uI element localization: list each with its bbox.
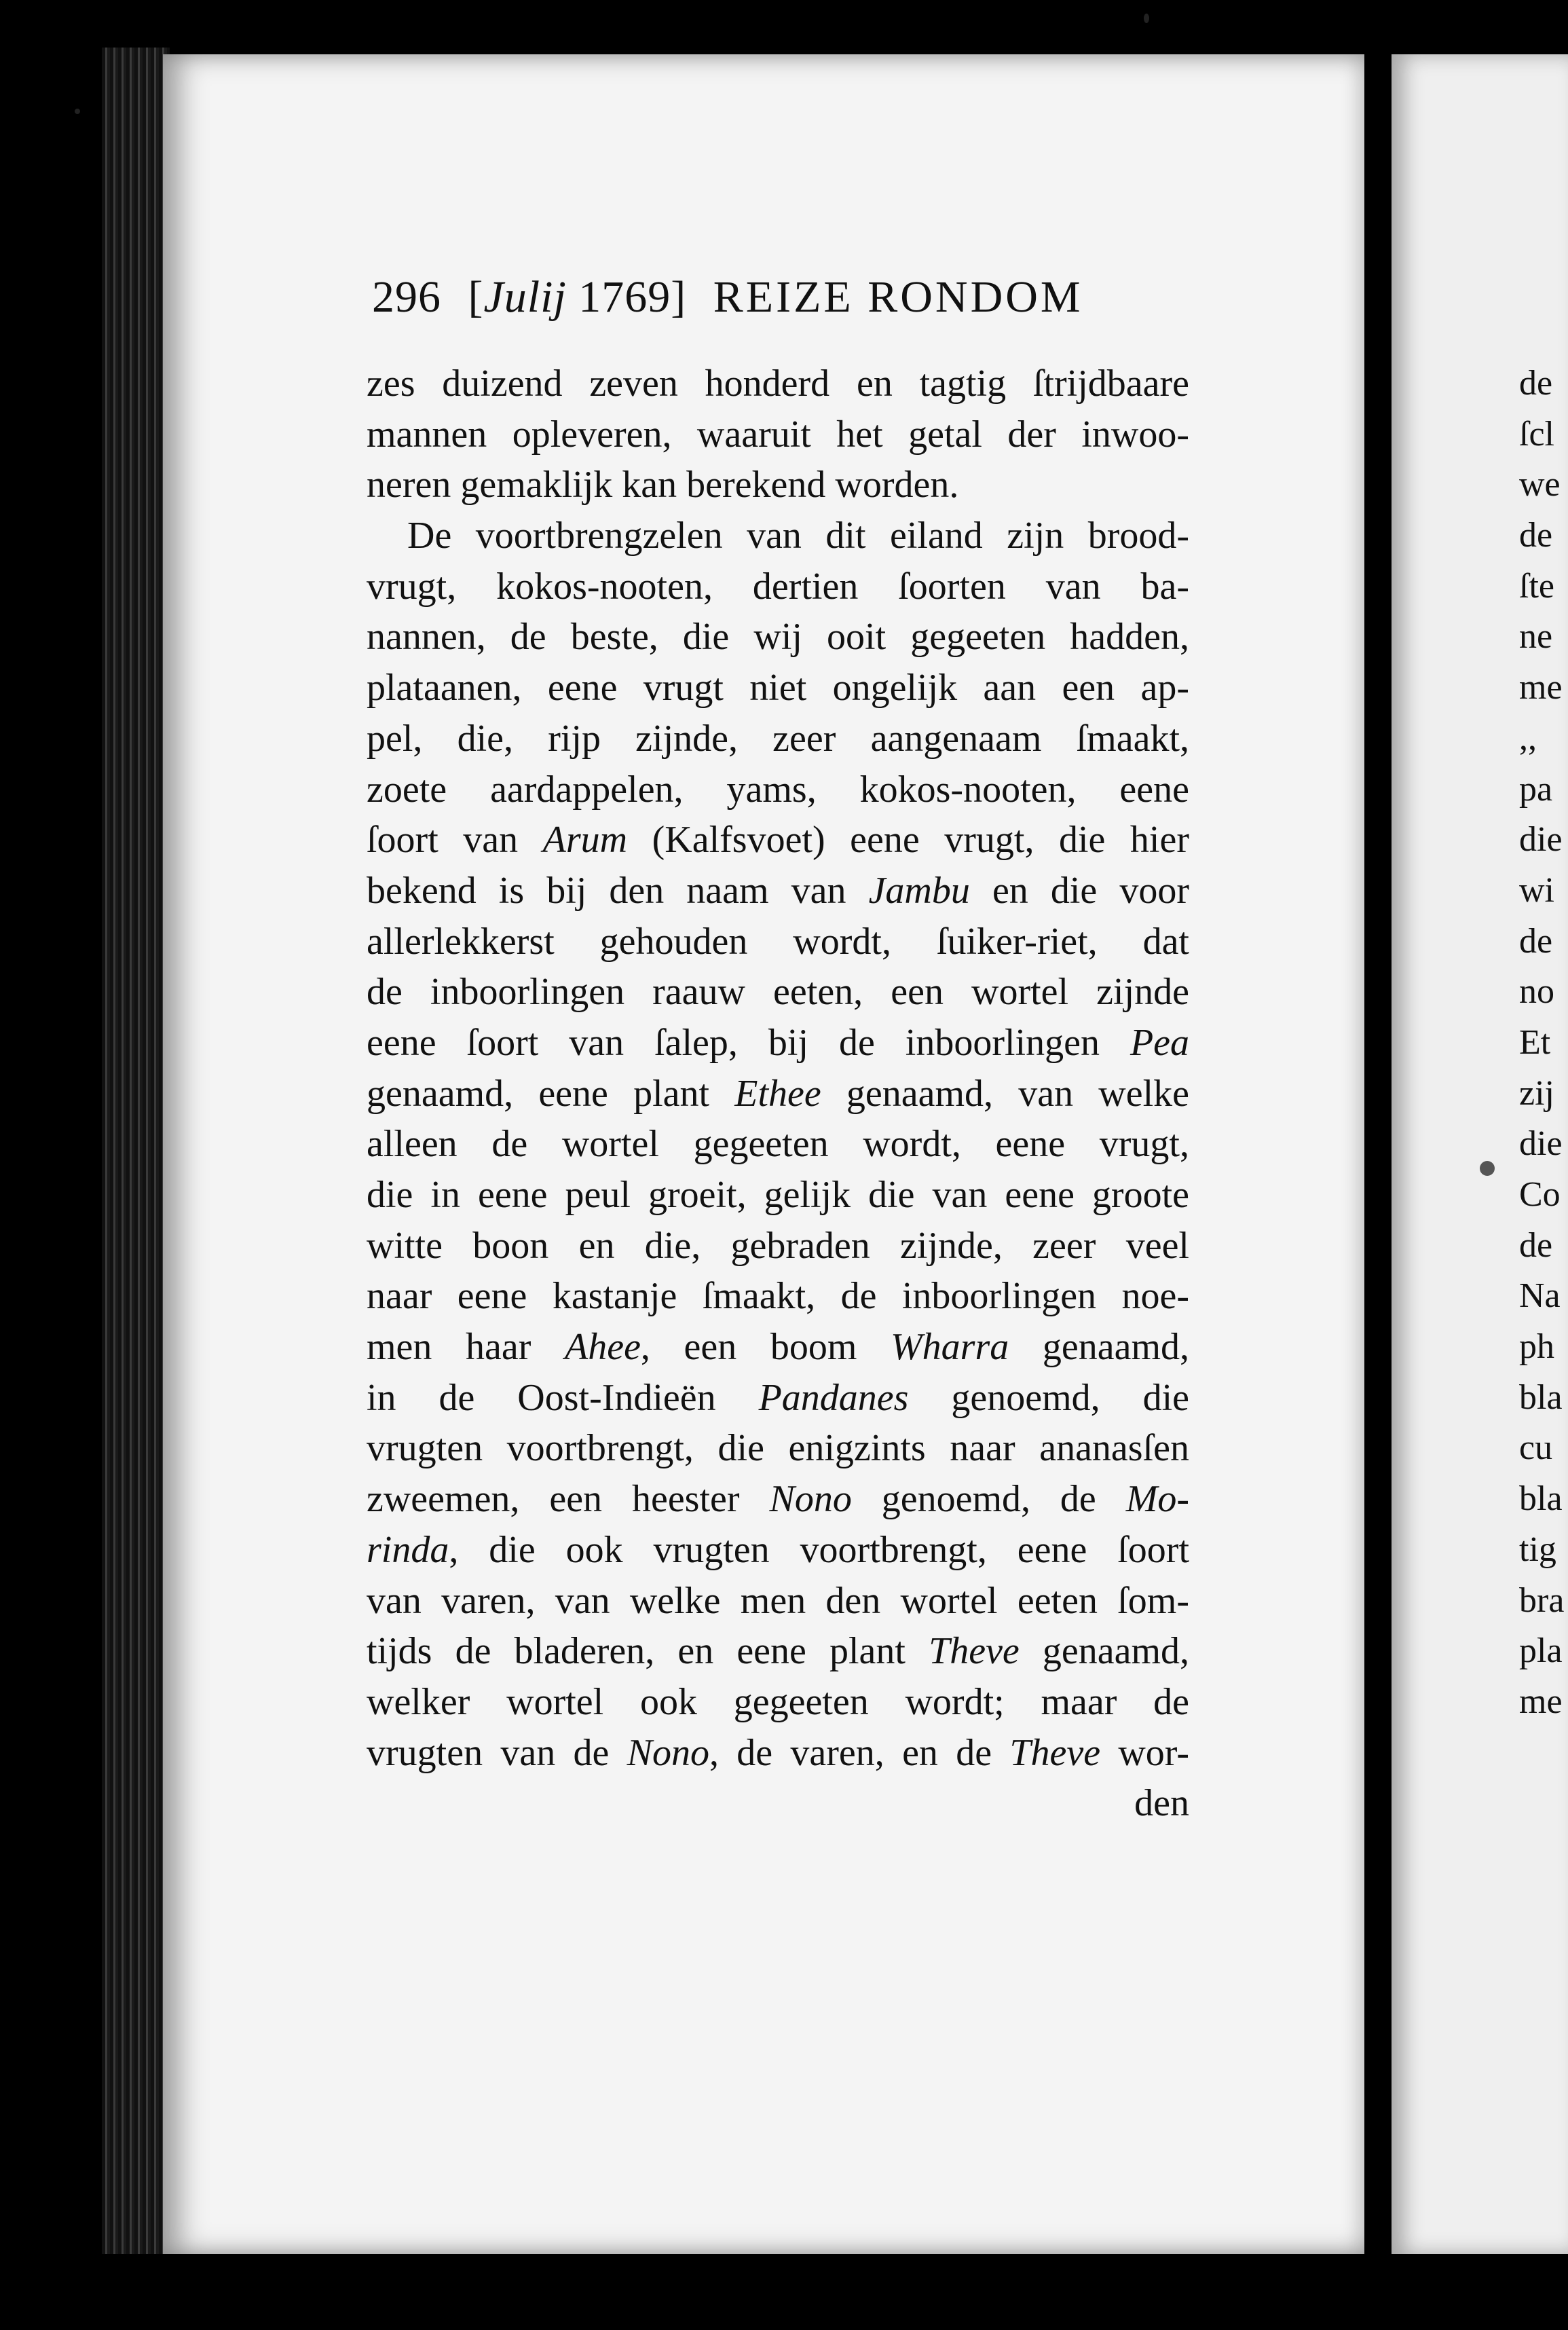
- text-line: welker wortel ook gegeeten wordt; maar de: [367, 1680, 1189, 1723]
- text-fragment: tig: [1519, 1530, 1556, 1569]
- text-line: allerlekkerst gehouden wordt, ſuiker-riet, dat: [367, 920, 1189, 963]
- text-fragment: ne: [1519, 617, 1553, 657]
- text-line: van varen, van welke men den wortel eeten ſom-: [367, 1579, 1189, 1622]
- text-line: zes duizend zeven honderd en tagtig ſtrijdbaare: [367, 363, 1189, 405]
- text-line: genaamd, eene plant Ethee genaamd, van welke: [367, 1072, 1189, 1115]
- text-fragment: ,,: [1519, 718, 1537, 758]
- text-fragment: de: [1519, 1225, 1553, 1265]
- text-line: die in eene peul groeit, gelijk die van eene groote: [367, 1174, 1189, 1216]
- text-line: vrugten van de Nono, de varen, en de Theve wor-: [367, 1731, 1189, 1774]
- text-fragment: die: [1519, 820, 1563, 859]
- text-fragment: ſcl: [1519, 414, 1554, 454]
- text-line: zoete aardappelen, yams, kokos-nooten, eene: [367, 768, 1189, 811]
- text-line: tijds de bladeren, en eene plant Theve genaamd,: [367, 1630, 1189, 1673]
- body-text: [367, 358, 1189, 1829]
- text-fragment: ſte: [1519, 566, 1554, 606]
- right-page-text: [1519, 358, 1568, 1728]
- text-fragment: me: [1519, 668, 1563, 707]
- text-line: alleen de wortel gegeeten wordt, eene vrugt,: [367, 1123, 1189, 1166]
- text-line: neren gemaklijk kan berekend worden.: [367, 464, 959, 506]
- book-edge-left: [102, 48, 170, 2254]
- text-fragment: pa: [1519, 769, 1553, 809]
- text-fragment: Et: [1519, 1022, 1551, 1062]
- text-fragment: de: [1519, 516, 1553, 555]
- text-line: De voortbrengzelen van dit eiland zijn brood-: [407, 515, 1189, 557]
- text-fragment: bla: [1519, 1479, 1563, 1519]
- text-fragment: de: [1519, 364, 1553, 403]
- text-fragment: me: [1519, 1682, 1563, 1721]
- text-line: in de Oost-Indieën Pandanes genoemd, die: [367, 1376, 1189, 1419]
- text-line: naar eene kastanje ſmaakt, de inboorlingen noe-: [367, 1275, 1189, 1318]
- text-fragment: die: [1519, 1124, 1563, 1164]
- text-fragment: we: [1519, 465, 1561, 504]
- text-fragment: de: [1519, 921, 1553, 961]
- date-header: [Julij 1769]: [468, 272, 687, 322]
- text-line: vrugten voortbrengt, die enigzints naar ananasſen: [367, 1427, 1189, 1470]
- text-fragment: pla: [1519, 1631, 1563, 1671]
- text-fragment: bra: [1519, 1580, 1565, 1620]
- text-fragment: Na: [1519, 1276, 1561, 1316]
- ink-speck: [75, 109, 80, 114]
- text-line: pel, die, rijp zijnde, zeer aangenaam ſmaakt,: [367, 717, 1189, 760]
- book-gutter: [1364, 54, 1392, 2254]
- text-line: ſoort van Arum (Kalfsvoet) eene vrugt, die hier: [367, 819, 1189, 862]
- page-number: 296: [372, 272, 441, 322]
- text-line: witte boon en die, gebraden zijnde, zeer veel: [367, 1224, 1189, 1267]
- text-line: nannen, de beste, die wij ooit gegeeten hadden,: [367, 616, 1189, 659]
- text-fragment: zij: [1519, 1073, 1554, 1113]
- text-line: zweemen, een heester Nono genoemd, de Mo-: [367, 1478, 1190, 1521]
- running-head: [372, 272, 1173, 323]
- text-line: eene ſoort van ſalep, bij de inboorlingen Pea: [367, 1021, 1189, 1064]
- text-fragment: Co: [1519, 1175, 1561, 1214]
- text-line: de inboorlingen raauw eeten, een wortel zijnde: [367, 971, 1189, 1014]
- text-fragment: wi: [1519, 870, 1554, 910]
- text-line: vrugt, kokos-nooten, dertien ſoorten van ba-: [367, 565, 1189, 608]
- text-line: rinda, die ook vrugten voortbrengt, eene ſoort: [367, 1528, 1189, 1571]
- ink-speck: [1480, 1161, 1495, 1176]
- running-title: REIZE RONDOM: [713, 272, 1083, 322]
- text-line: men haar Ahee, een boom Wharra genaamd,: [367, 1326, 1189, 1369]
- text-fragment: no: [1519, 972, 1554, 1012]
- text-line: bekend is bij den naam van Jambu en die voor: [367, 869, 1189, 912]
- text-fragment: bla: [1519, 1377, 1563, 1417]
- text-fragment: cu: [1519, 1428, 1553, 1468]
- catchword: den: [1134, 1782, 1189, 1825]
- text-line: mannen opleveren, waaruit het getal der inwoo-: [367, 413, 1189, 456]
- ink-speck: [1144, 14, 1149, 23]
- text-line: plataanen, eene vrugt niet ongelijk aan een ap-: [367, 667, 1189, 709]
- text-fragment: ph: [1519, 1327, 1554, 1367]
